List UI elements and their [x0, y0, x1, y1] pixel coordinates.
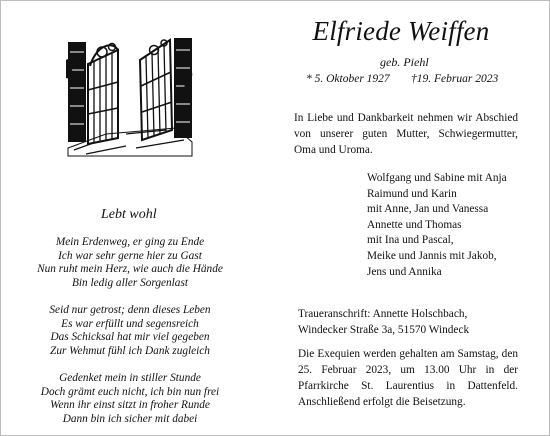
open-gate-icon	[66, 30, 194, 158]
family-line: Jens und Annika	[367, 265, 442, 278]
poem-line: Nun ruht mein Herz, wie auch die Hände	[37, 263, 223, 276]
address-line: Traueranschrift: Annette Holschbach,	[298, 308, 468, 320]
poem-line: Das Schicksal hat mir viel gegeben	[50, 331, 210, 344]
family-line: Annette und Thomas	[367, 218, 462, 231]
mourning-address	[298, 306, 469, 338]
birth-name: geb. Piehl	[380, 55, 429, 69]
poem-line: Zur Wehmut fühl ich Dank zugleich	[50, 344, 210, 357]
family-line: Raimund und Karin	[367, 187, 457, 200]
deceased-name: Elfriede Weiffen	[312, 16, 490, 46]
family-line: Meike und Jannis mit Jakob,	[367, 249, 497, 262]
poem	[30, 236, 230, 426]
family-line: mit Anne, Jan und Vanessa	[367, 203, 489, 216]
address-line: Windecker Straße 3a, 51570 Windeck	[298, 324, 470, 336]
family-line: mit Ina und Pascal,	[367, 234, 454, 247]
poem-line: Doch grämt euch nicht, ich bin nun frei	[40, 385, 220, 398]
poem-line: Gedenket mein in stiller Stunde	[59, 371, 201, 384]
birth-date: * 5. Oktober 1927	[306, 73, 390, 85]
poem-line: Wenn ihr einst sitzt in froher Runde	[50, 399, 210, 412]
poem-line: Es war erfüllt und segensreich	[61, 317, 199, 330]
poem-line: Seid nur getrost; denn dieses Leben	[49, 303, 211, 316]
poem-line: Ich war sehr gerne hier zu Gast	[58, 249, 202, 262]
farewell-text: In Liebe und Dankbarkeit nehmen wir Abschied von unserer guten Mutter, Schwiegermutter, Oma und Uroma.	[294, 112, 518, 156]
poem-line: Mein Erdenweg, er ging zu Ende	[55, 236, 205, 248]
family-line: Wolfgang und Sabine mit Anja	[367, 172, 507, 184]
service-info: Die Exequien werden gehalten am Samstag, den 25. Februar 2023, um 13.00 Uhr in der Pfarrkirche St. Laurentius in Dattenfeld. Anschließend erfolgt die Beisetzung.	[298, 348, 518, 408]
poem-line: Dann bin ich sicher mit dabei	[62, 412, 198, 425]
poem-line: Bin ledig aller Sorgenlast	[72, 276, 188, 289]
poem-title: Lebt wohl	[101, 207, 157, 222]
death-date: †19. Februar 2023	[411, 73, 499, 85]
family-list	[367, 171, 507, 280]
